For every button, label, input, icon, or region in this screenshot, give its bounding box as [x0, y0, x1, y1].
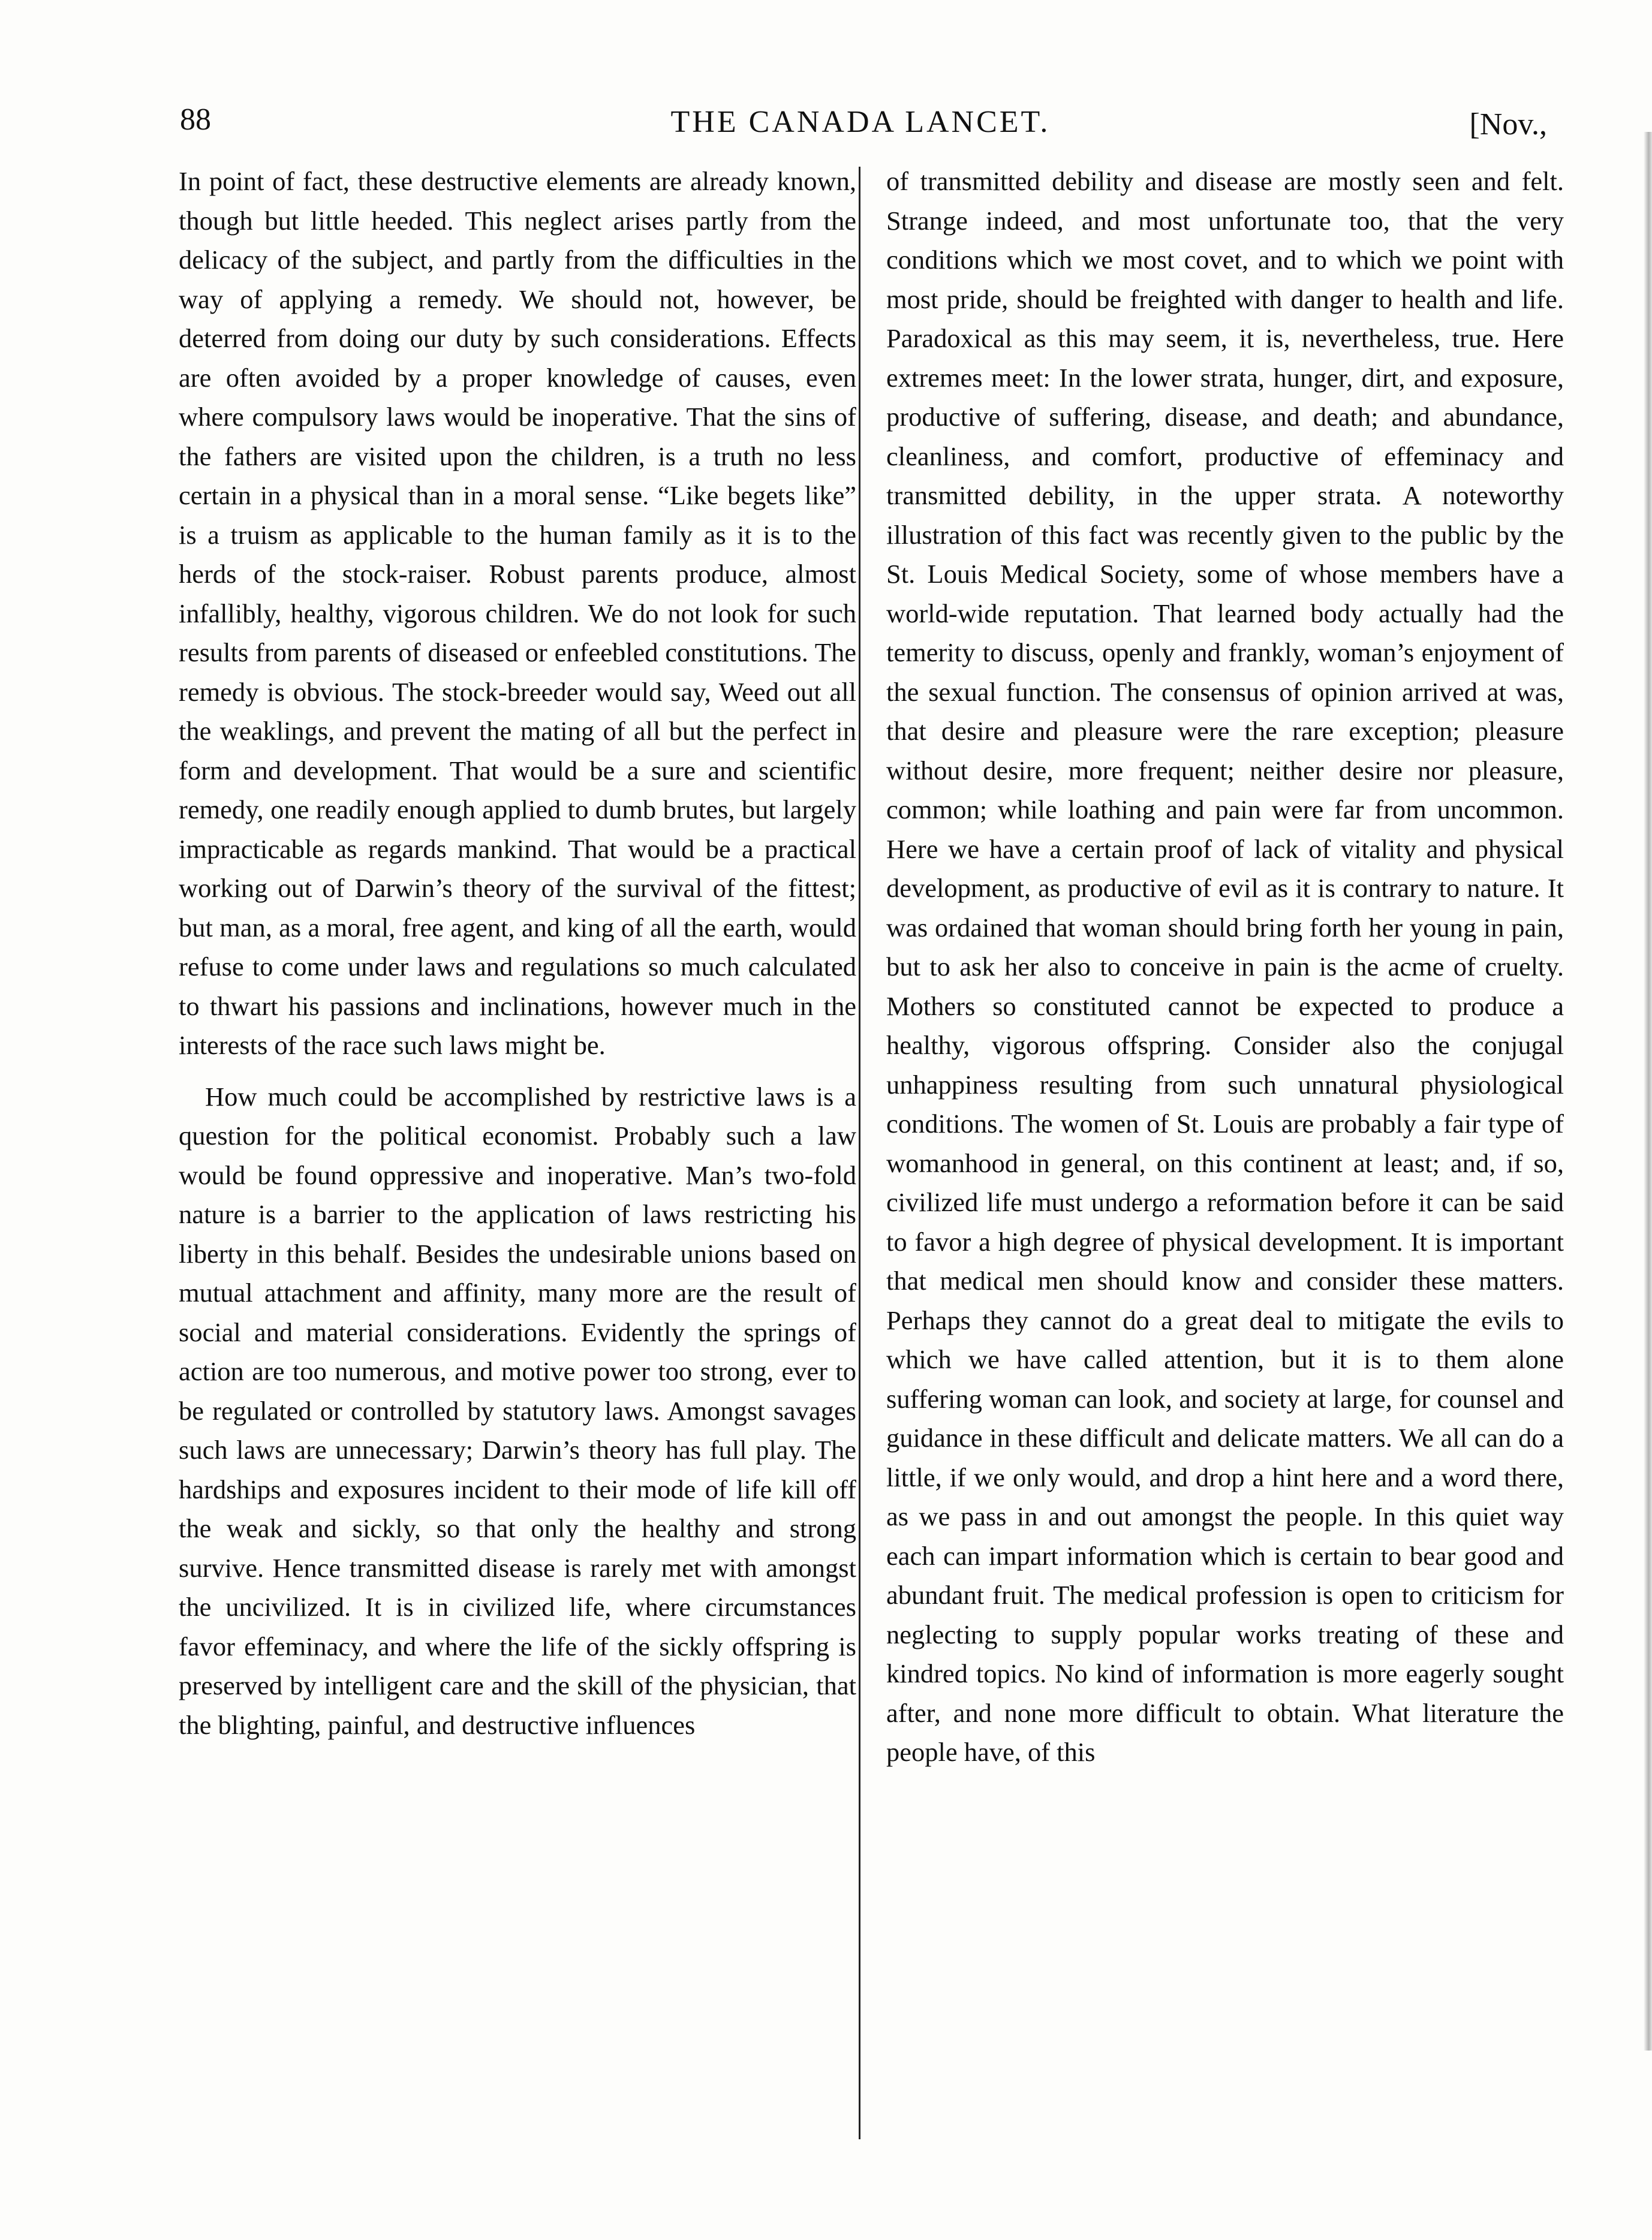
left-paragraph-1: In point of fact, these destructive elements are already known, though but little heeded. This neglect arises partly from the delicacy of the subject, and partly from the difficulties in the way of applying a remedy. We should not, however, be deterred from doing our duty by such considerations. Effects are often avoided by a proper knowledge of causes, even where compulsory laws would be inoperative. That the sins of the fathers are visited upon the children, is a truth no less certain in a physical than in a moral sense. “Like begets like” is a truism as applicable to the human family as it is to the herds of the stock-raiser. Robust parents produce, almost infallibly, healthy, vigorous children. We do not look for such results from parents of diseased or enfeebled constitutions. The remedy is obvious. The stock-breeder would say, Weed out all the weaklings, and prevent the mating of all but the perfect in form and development. That would be a sure and scientific remedy, one readily enough applied to dumb brutes, but largely impracticable as regards mankind. That would be a practical working out of Darwin’s theory of the survival of the fittest; but man, as a moral, free agent, and king of all the earth, would refuse to come under laws and regulations so much calculated to thwart his passions and inclinations, however much in the interests of the race such laws might be.	[179, 166, 856, 1060]
issue-month: [Nov.,	[1469, 107, 1547, 141]
column-divider	[859, 167, 860, 2139]
left-paragraph-2: How much could be accomplished by restrictive laws is a question for the political economist. Probably such a law would be found oppressive and inoperative. Man’s two-fold nature is a barrier to the application of laws restricting his liberty in this behalf. Besides the undesirable unions based on mutual attachment and affinity, many more are the result of social and material considerations. Evidently the springs of action are too numerous, and motive power too strong, ever to be regulated or controlled by statutory laws. Amongst savages such laws are unnecessary; Darwin’s theory has full play. The hardships and exposures incident to their mode of life kill off the weak and sickly, so that only the healthy and strong survive. Hence transmitted disease is rarely met with amongst the uncivilized. It is in civilized life, where circumstances favor effeminacy, and where the life of the sickly offspring is preserved by intelligent care and the skill of the physician, that the blighting, painful, and destructive influences	[179, 1081, 856, 1740]
journal-title: THE CANADA LANCET.	[670, 105, 1051, 139]
left-column	[179, 162, 856, 1745]
page-number: 88	[180, 103, 211, 137]
right-column	[886, 162, 1564, 1772]
page-header	[174, 102, 1547, 150]
right-paragraph-1: of transmitted debility and disease are mostly seen and felt. Strange indeed, and most unfortunate too, that the very conditions which we most covet, and to which we point with most pride, should be freighted with danger to health and life. Paradoxical as this may seem, it is, nevertheless, true. Here extremes meet: In the lower strata, hunger, dirt, and exposure, productive of suffering, disease, and death; and abundance, cleanliness, and comfort, productive of effeminacy and transmitted debility, in the upper strata. A noteworthy illustration of this fact was recently given to the public by the St. Louis Medical Society, some of whose members have a world-wide reputation. That learned body actually had the temerity to discuss, openly and frankly, woman’s enjoyment of the sexual function. The consensus of opinion arrived at was, that desire and pleasure were the rare exception; pleasure without desire, more frequent; neither desire nor pleasure, common; while loathing and pain were far from uncommon. Here we have a certain proof of lack of vitality and physical development, as productive of evil as it is contrary to nature. It was ordained that woman should bring forth her young in pain, but to ask her also to conceive in pain is the acme of cruelty. Mothers so constituted cannot be expected to produce a healthy, vigorous offspring. Consider also the conjugal unhappiness resulting from such unnatural physiological conditions. The women of St. Louis are probably a fair type of womanhood in general, on this continent at least; and, if so, civilized life must undergo a reformation before it can be said to favor a high degree of physical development. It is important that medical men should know and consider these matters. Perhaps they cannot do a great deal to mitigate the evils to which we have called attention, but it is to them alone suffering woman can look, and society at large, for counsel and guidance in these difficult and delicate matters. We all can do a little, if we only would, and drop a hint here and a word there, as we pass in and out amongst the people. In this quiet way each can impart information which is certain to bear good and abundant fruit. The medical profession is open to criticism for neglecting to supply popular works treating of these and kindred topics. No kind of information is more eagerly sought after, and none more difficult to obtain. What literature the people have, of this	[886, 166, 1564, 1767]
binding-edge	[1644, 132, 1652, 2051]
